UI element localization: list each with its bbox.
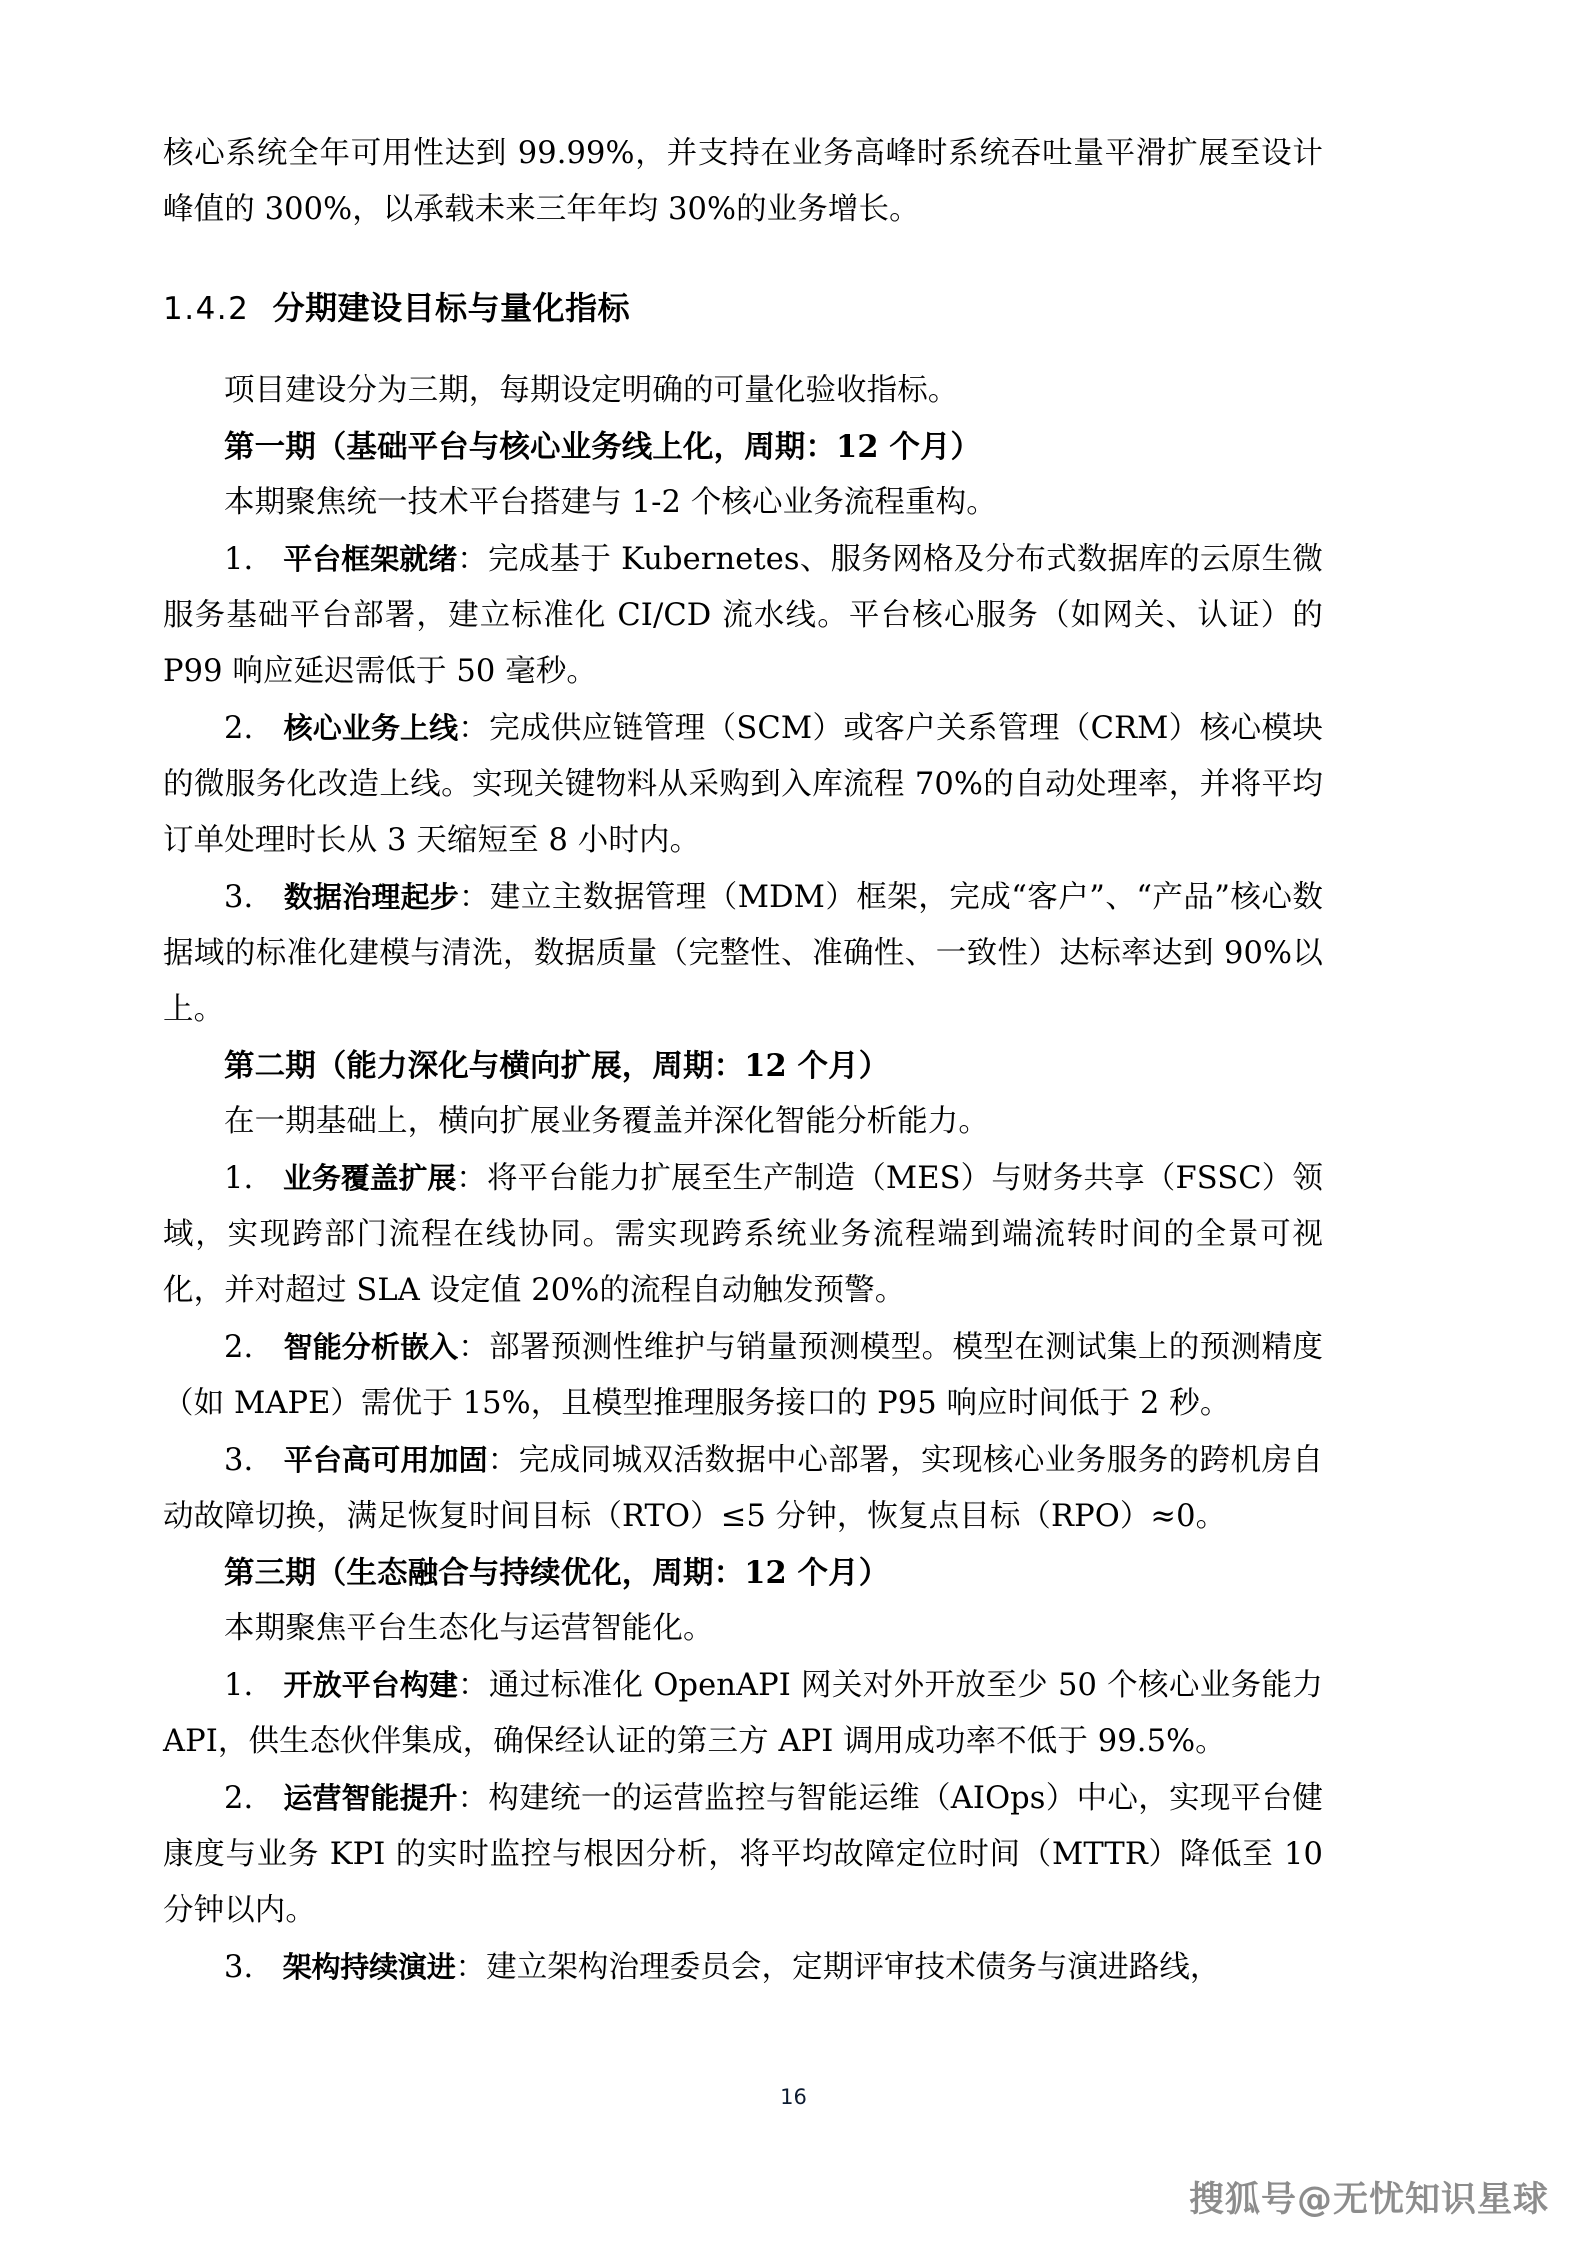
list-item-body: ：完成供应链管理（SCM）或客户关系管理（CRM）核心模块的微服务化改造上线。实现关键物料从采购到入库流程 70%的自动处理率，并将平均订单处理时长从 3 天缩短至 8 小时内。 [163, 711, 1323, 858]
watermark: 搜狐号@无忧知识星球 [1188, 2180, 1549, 2220]
list-item-body: ：通过标准化 OpenAPI 网关对外开放至少 50 个核心业务能力 API，供生态伙伴集成，确保经认证的第三方 API 调用成功率不低于 99.5%。 [163, 1668, 1323, 1759]
list-item-lead: 平台高可用加固 [283, 1443, 488, 1477]
spacer [163, 238, 1323, 284]
section-title: 分期建设目标与量化指标 [272, 289, 631, 327]
list-item [163, 869, 1323, 1038]
phase-heading: 第三期（生态融合与持续优化，周期：12 个月） [224, 1555, 890, 1591]
list-item-lead: 业务覆盖扩展 [282, 1161, 457, 1195]
list-item-body: ：完成基于 Kubernetes、服务网格及分布式数据库的云原生微服务基础平台部署，建立标准化 CI/CD 流水线。平台核心服务（如网关、认证）的 P99 响应延迟需低于 50 毫秒。 [163, 542, 1324, 689]
section-intro: 项目建设分为三期，每期设定明确的可量化验收指标。 [224, 373, 959, 408]
list-item-lead: 架构持续演进 [282, 1950, 456, 1984]
phase-summary: 本期聚焦平台生态化与运营智能化。 [224, 1611, 714, 1646]
phase-summary: 在一期基础上，横向扩展业务覆盖并深化智能分析能力。 [224, 1104, 989, 1139]
list-item [163, 1432, 1323, 1545]
list-item-body: ：建立主数据管理（MDM）框架，完成“客户”、“产品”核心数据域的标准化建模与清洗，数据质量（完整性、准确性、一致性）达标率达到 90%以上。 [163, 880, 1323, 1027]
list-item [163, 531, 1323, 700]
list-marker: 2. [224, 711, 254, 746]
list-item [163, 1770, 1323, 1939]
list-item-body: ：完成同城双活数据中心部署，实现核心业务服务的跨机房自动故障切换，满足恢复时间目标（RTO）≤5 分钟，恢复点目标（RPO）≈0。 [163, 1443, 1323, 1534]
list-item-lead: 开放平台构建 [283, 1668, 459, 1702]
list-item [163, 1939, 1323, 1996]
list-marker: 1. [224, 1161, 254, 1196]
list-marker: 1. [224, 542, 254, 577]
list-marker: 1. [224, 1668, 254, 1703]
phase-summary: 本期聚焦统一技术平台搭建与 1-2 个核心业务流程重构。 [224, 485, 997, 520]
list-item-body: ：将平台能力扩展至生产制造（MES）与财务共享（FSSC）领域，实现跨部门流程在线协同。需实现跨系统业务流程端到端流转时间的全景可视化，并对超过 SLA 设定值 20%的流程自动触发预警。 [163, 1161, 1324, 1308]
list-item [163, 1150, 1323, 1319]
list-marker: 3. [224, 880, 254, 915]
list-item [163, 700, 1323, 869]
page-number: 16 [780, 2085, 807, 2109]
list-item-lead: 智能分析嵌入 [283, 1330, 459, 1364]
phase-heading: 第二期（能力深化与横向扩展，周期：12 个月） [224, 1048, 890, 1084]
list-item-lead: 核心业务上线 [283, 711, 459, 745]
list-item-lead: 运营智能提升 [283, 1781, 458, 1815]
list-item [163, 1319, 1323, 1432]
top-paragraph: 核心系统全年可用性达到 99.99%，并支持在业务高峰时系统吞吐量平滑扩展至设计峰值的 300%，以承载未来三年年均 30%的业务增长。 [163, 136, 1323, 227]
list-marker: 3. [224, 1443, 254, 1478]
list-marker: 2. [224, 1330, 254, 1365]
spacer [163, 333, 1323, 363]
list-item-lead: 平台框架就绪 [283, 542, 458, 576]
section-number: 1.4.2 [163, 291, 250, 327]
list-marker: 2. [224, 1781, 254, 1816]
list-item-body: ：构建统一的运营监控与智能运维（AIOps）中心，实现平台健康度与业务 KPI 的实时监控与根因分析，将平均故障定位时间（MTTR）降低至 10 分钟以内。 [163, 1781, 1323, 1928]
phase-heading: 第一期（基础平台与核心业务线上化，周期：12 个月） [224, 429, 982, 465]
list-marker: 3. [224, 1950, 254, 1985]
list-item [163, 1657, 1323, 1770]
list-item-body: ：建立架构治理委员会，定期评审技术债务与演进路线， [455, 1950, 1221, 1985]
section-heading [163, 284, 1323, 333]
list-item-lead: 数据治理起步 [283, 880, 459, 914]
page-content [163, 126, 1323, 1996]
list-item-body: ：部署预测性维护与销量预测模型。模型在测试集上的预测精度（如 MAPE）需优于 15%，且模型推理服务接口的 P95 响应时间低于 2 秒。 [163, 1330, 1323, 1421]
